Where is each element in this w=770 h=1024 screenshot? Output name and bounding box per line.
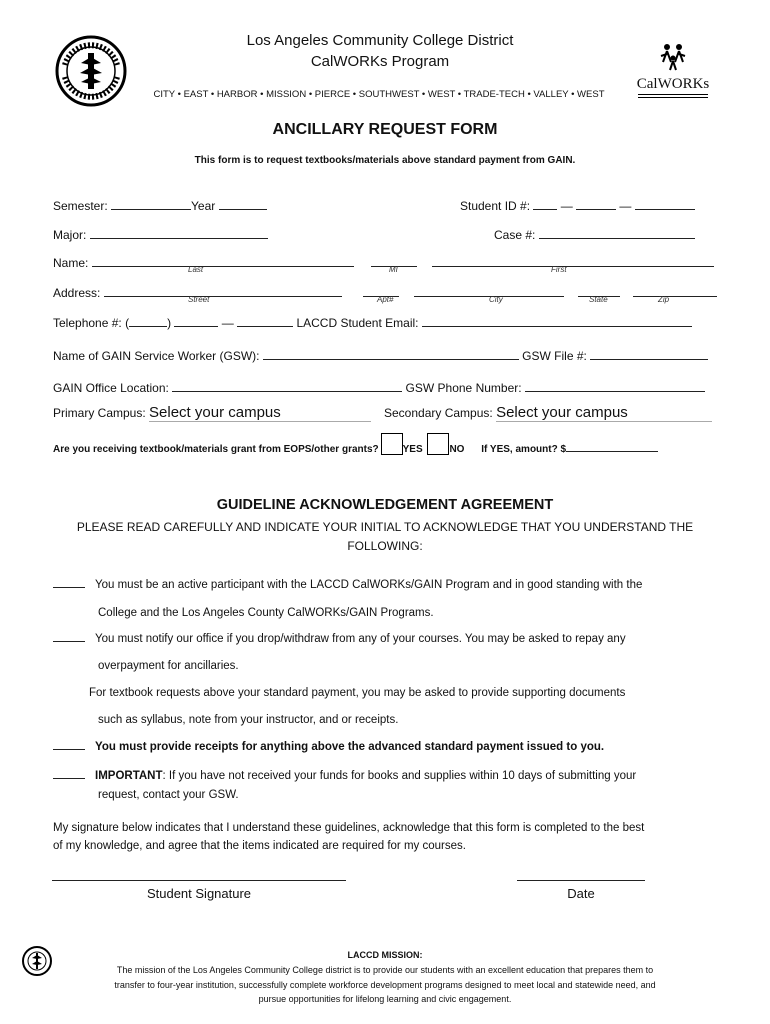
gsw-file-label: GSW File #: — [522, 349, 587, 363]
initial-item1-input[interactable] — [53, 577, 85, 588]
yes-checkbox[interactable] — [381, 433, 403, 455]
signature-statement-2: of my knowledge, and agree that the items indicated are required for my courses. — [53, 840, 466, 852]
first-name-input[interactable] — [432, 253, 714, 267]
phone-area-input[interactable] — [129, 313, 167, 327]
year-input[interactable] — [219, 196, 267, 210]
mission-line-3: pursue opportunities for lifelong learning and civic engagement. — [258, 994, 512, 1004]
agreement-title: GUIDELINE ACKNOWLEDGEMENT AGREEMENT — [216, 497, 554, 513]
date-label: Date — [567, 886, 595, 901]
email-input[interactable] — [422, 313, 692, 327]
address-label: Address: — [53, 286, 101, 300]
major-label: Major: — [53, 228, 87, 242]
no-label: NO — [449, 444, 465, 455]
yes-label: YES — [402, 444, 423, 455]
form-title: ANCILLARY REQUEST FORM — [272, 121, 498, 138]
item1-line-b: College and the Los Angeles County CalWORKs/GAIN Programs. — [98, 607, 434, 619]
mission-line-1: The mission of the Los Angeles Community College district is to provide our students with an excellent education that prepares them to — [116, 965, 654, 975]
gsw-phone-label: GSW Phone Number: — [405, 381, 522, 395]
gain-office-label: GAIN Office Location: — [53, 381, 169, 395]
no-checkbox[interactable] — [427, 433, 449, 455]
amount-label: If YES, amount? $ — [481, 444, 567, 455]
major-input[interactable] — [90, 225, 268, 239]
agreement-instruction-1: PLEASE READ CAREFULLY AND INDICATE YOUR INITIAL TO ACKNOWLEDGE THAT YOU UNDERSTAND THE — [76, 520, 694, 534]
mission-title: LACCD MISSION: — [347, 950, 423, 960]
gsw-file-input[interactable] — [590, 346, 708, 360]
secondary-campus-select[interactable]: Select your campus — [496, 404, 712, 422]
college-list: CITY • EAST • HARBOR • MISSION • PIERCE • SOUTHWEST • WEST • TRADE-TECH • VALLEY • WEST — [153, 89, 605, 100]
initial-item4-input[interactable] — [53, 768, 85, 779]
primary-campus-label: Primary Campus: — [53, 406, 146, 420]
student-id-label: Student ID #: — [460, 199, 531, 213]
mi-sublabel: MI — [389, 265, 398, 274]
item2-line-b: overpayment for ancillaries. — [98, 660, 239, 672]
first-sublabel: First — [551, 265, 567, 274]
item4-line-a: : If you have not received your funds for books and supplies within 10 days of submitting your — [162, 770, 637, 782]
signature-statement-1: My signature below indicates that I understand these guidelines, acknowledge that this form is completed to the best — [53, 822, 645, 834]
student-id-part2[interactable] — [576, 196, 616, 210]
state-sublabel: State — [589, 295, 608, 304]
amount-input[interactable] — [566, 441, 658, 452]
phone-line-input[interactable] — [237, 313, 293, 327]
student-id-part1[interactable] — [533, 196, 557, 210]
item3-text: You must provide receipts for anything above the advanced standard payment issued to you. — [95, 741, 605, 753]
telephone-label: Telephone #: — [53, 316, 122, 330]
item4-line-b: request, contact your GSW. — [98, 789, 239, 801]
mission-line-2: transfer to four-year institution, successfully complete workforce development programs designed to meet local and statewide need, and — [114, 980, 656, 990]
apt-sublabel: Apt# — [377, 295, 394, 304]
student-id-part3[interactable] — [635, 196, 695, 210]
primary-campus-select[interactable]: Select your campus — [149, 404, 371, 422]
item4-important: IMPORTANT — [95, 770, 163, 782]
secondary-campus-label: Secondary Campus: — [384, 406, 493, 420]
phone-prefix-input[interactable] — [174, 313, 218, 327]
item2-line-a: You must notify our office if you drop/withdraw from any of your courses. You may be asked to repay any — [95, 633, 626, 645]
zip-sublabel: Zip — [658, 295, 670, 304]
semester-label: Semester: — [53, 199, 108, 213]
calworks-logo-text: CalWORKs — [636, 76, 710, 92]
item1-line-a: You must be an active participant with the LACCD CalWORKs/GAIN Program and in good standing with the — [95, 579, 643, 591]
gain-office-input[interactable] — [172, 378, 402, 392]
initial-item2-input[interactable] — [53, 631, 85, 642]
gsw-name-label: Name of GAIN Service Worker (GSW): — [53, 349, 260, 363]
form-subtitle: This form is to request textbooks/materials above standard payment from GAIN. — [194, 155, 576, 166]
note-line-a: For textbook requests above your standard payment, you may be asked to provide supporting documents — [89, 687, 626, 699]
note-line-b: such as syllabus, note from your instructor, and or receipts. — [98, 714, 399, 726]
district-name: Los Angeles Community College District — [246, 32, 514, 49]
zip-input[interactable] — [633, 283, 717, 297]
street-sublabel: Street — [188, 295, 210, 304]
last-name-input[interactable] — [92, 253, 354, 267]
gsw-name-input[interactable] — [263, 346, 519, 360]
program-name: CalWORKs Program — [310, 53, 450, 70]
grant-question: Are you receiving textbook/materials grant from EOPS/other grants? — [53, 444, 379, 455]
semester-input[interactable] — [111, 196, 191, 210]
student-signature-line[interactable] — [52, 880, 346, 881]
year-label: Year — [191, 199, 216, 213]
initial-item3-input[interactable] — [53, 739, 85, 750]
date-line[interactable] — [517, 880, 645, 881]
agreement-instruction-2: FOLLOWING: — [347, 539, 423, 553]
gsw-phone-input[interactable] — [525, 378, 705, 392]
case-label: Case #: — [494, 228, 536, 242]
case-input[interactable] — [539, 225, 695, 239]
student-signature-label: Student Signature — [146, 886, 252, 901]
last-sublabel: Last — [188, 265, 204, 274]
name-label: Name: — [53, 256, 89, 270]
street-input[interactable] — [104, 283, 342, 297]
email-label: LACCD Student Email: — [296, 316, 419, 330]
city-sublabel: City — [489, 295, 503, 304]
